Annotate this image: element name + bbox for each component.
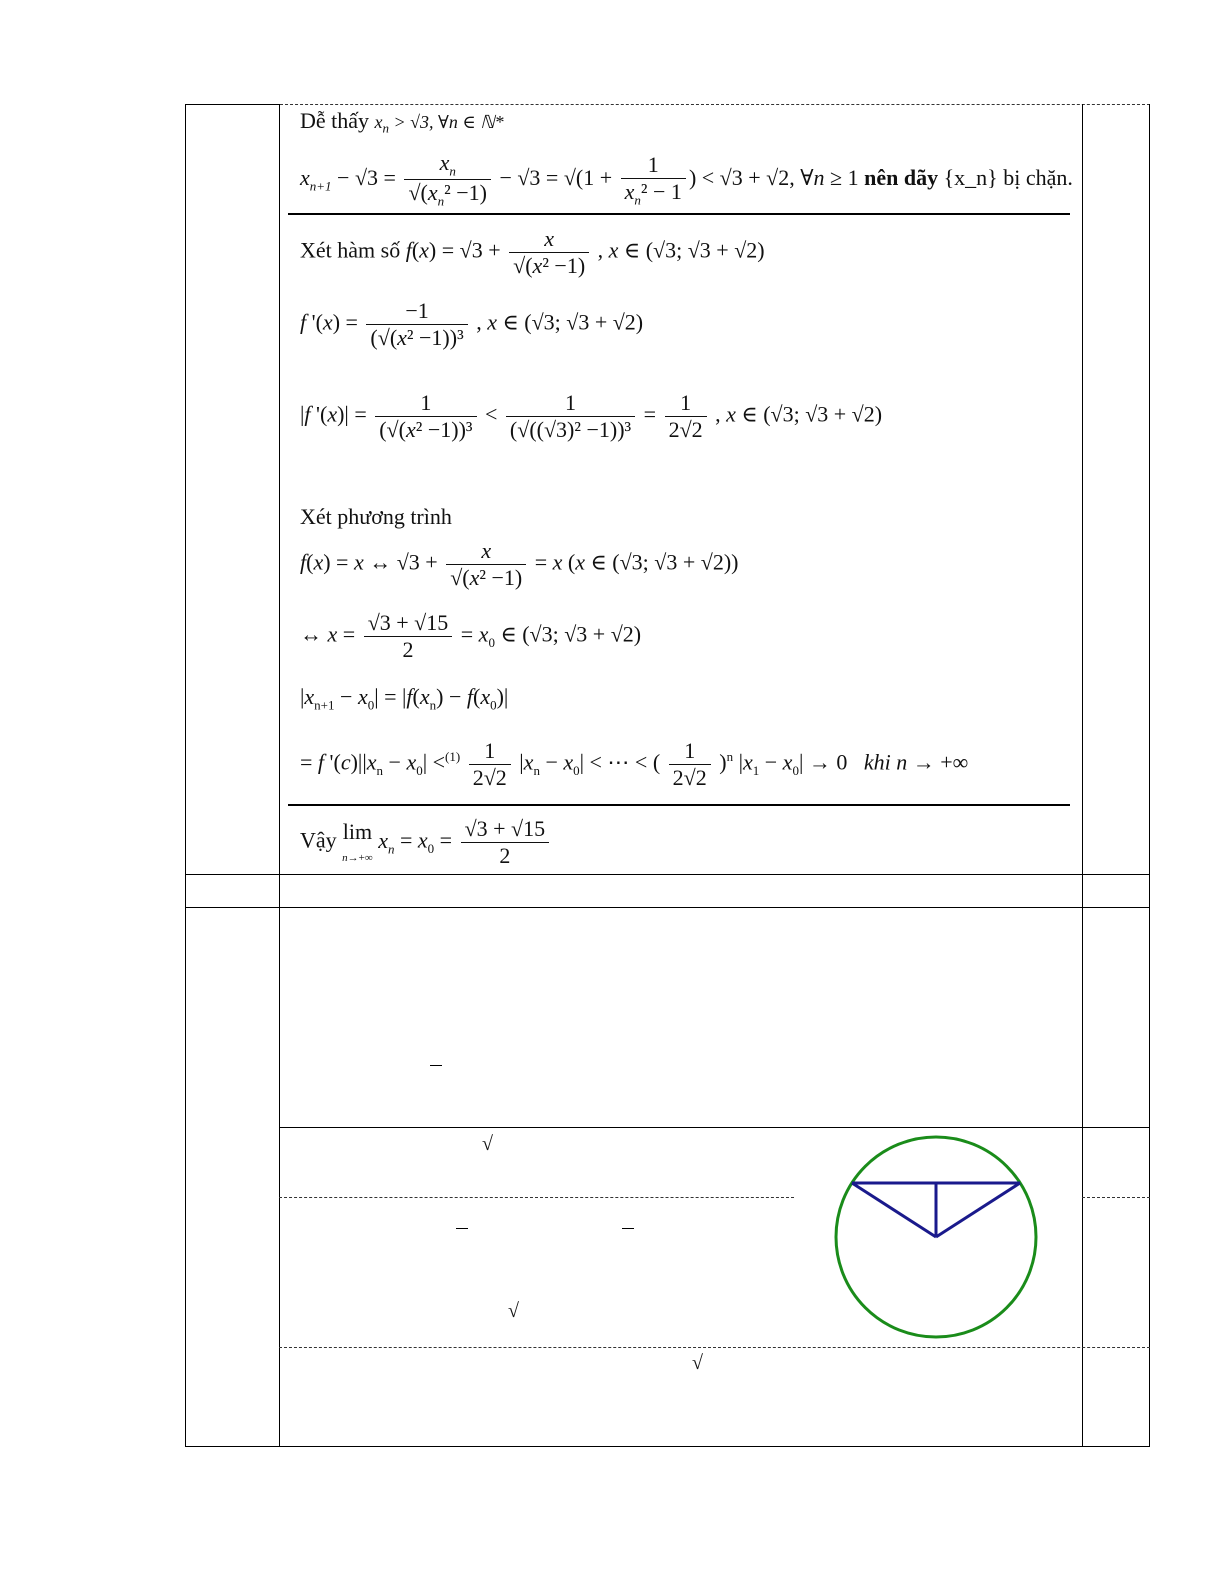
faint-dash-mark-3: [622, 1228, 634, 1229]
row-divider-1: [288, 213, 1070, 215]
seq-xn: {x_n}: [943, 164, 998, 190]
row2-line8: = f '$(c)||x_n - x_0| <^{(1)}$ $\frac{1}{2√2}$ $|x_n - x_0|$ < ⋯ < ( $\frac{1}{2√2}$ )$^n$ $|x_1 - x_0| \to 0$ khi n → +∞: [300, 738, 969, 790]
table-top-border: [185, 104, 280, 105]
text-vay: Vậy: [300, 827, 337, 853]
row-divider-4-dashed: [279, 1197, 794, 1198]
table-left-border: [185, 104, 186, 1447]
row2-line7: $|x_{n+1} - x_0| = |f(x_n) - f(x_0)|$: [300, 684, 509, 713]
section-divider-a: [185, 874, 1150, 875]
faint-sqrt-mark-2: √: [508, 1300, 519, 1322]
circle-triangle-figure: [830, 1132, 1044, 1344]
row2-line4: Xét phương trình: [300, 504, 452, 529]
faint-sqrt-mark-1: √: [482, 1133, 493, 1155]
faint-sqrt-mark-3: √: [692, 1352, 703, 1374]
figure-right-side: [936, 1183, 1020, 1237]
text-de-thay: Dễ thấy: [300, 108, 370, 133]
row2-line2: f '(x) = $\frac{-1}{\text{(√(x² −1))³}}$ , x ∈ (√3; √3 + √2): [300, 298, 644, 350]
row1-line2: $x_{n+1} - √3$ = $\frac{x_n}{√(x_n^2 -1)}$ − √3 = √(1 + $\frac{1}{x_n^2 - 1}$ ) < √3 + √2, ∀n ≥ 1 nên dãy {x_n} bị chặn.: [300, 150, 1073, 209]
faint-dash-mark: [430, 1065, 442, 1066]
faint-dash-mark-2: [456, 1228, 468, 1229]
row2-line5: f(x) = x ↔ √3 + $\frac{x}{\text{√(x² −1)}}$ = x (x ∈ (√3; √3 + √2)): [300, 538, 739, 590]
table-bottom-border: [185, 1446, 1150, 1447]
col2-divider: [1082, 104, 1083, 1447]
row2-line6: ↔ x = $\frac{√3 + √15}{2}$ = $x_0$ ∈ (√3; √3 + √2): [300, 610, 642, 662]
table-right-border: [1149, 104, 1150, 1447]
row1-line1: Dễ thấy $x_n > √3$, ∀n ∈ ℕ*: [300, 108, 504, 136]
row2-line3: |f '(x)| = $\frac{1}{\text{(√(x² −1))³}}$ < $\frac{1}{\text{(√((√3)² −1))³}}$ = $\frac{1}{2√2}$ , x ∈ (√3; √3 + √2): [300, 390, 883, 442]
row-divider-4-right-dashed: [1082, 1197, 1150, 1198]
text-xet-ham-so: Xét hàm số: [300, 237, 401, 263]
table-top-dashed: [280, 104, 1150, 105]
row-divider-3: [279, 1127, 1150, 1128]
row3-line1: Vậy lim n→+∞ $x_n = x_0$ = $\frac{√3 + √15}{2}$: [300, 818, 552, 867]
text-nen-day: nên dãy: [864, 164, 939, 190]
figure-left-side: [852, 1183, 936, 1237]
row-divider-2: [288, 804, 1070, 806]
row-divider-5-dashed: [279, 1347, 1150, 1348]
text-bi-chan: bị chặn.: [1003, 164, 1073, 190]
col1-divider: [279, 104, 280, 1447]
section-divider-b: [185, 907, 1150, 908]
row2-line1: Xét hàm số f(x) = √3 + $\frac{x}{\text{√(x² −1)}}$ , x ∈ (√3; √3 + √2): [300, 226, 765, 278]
